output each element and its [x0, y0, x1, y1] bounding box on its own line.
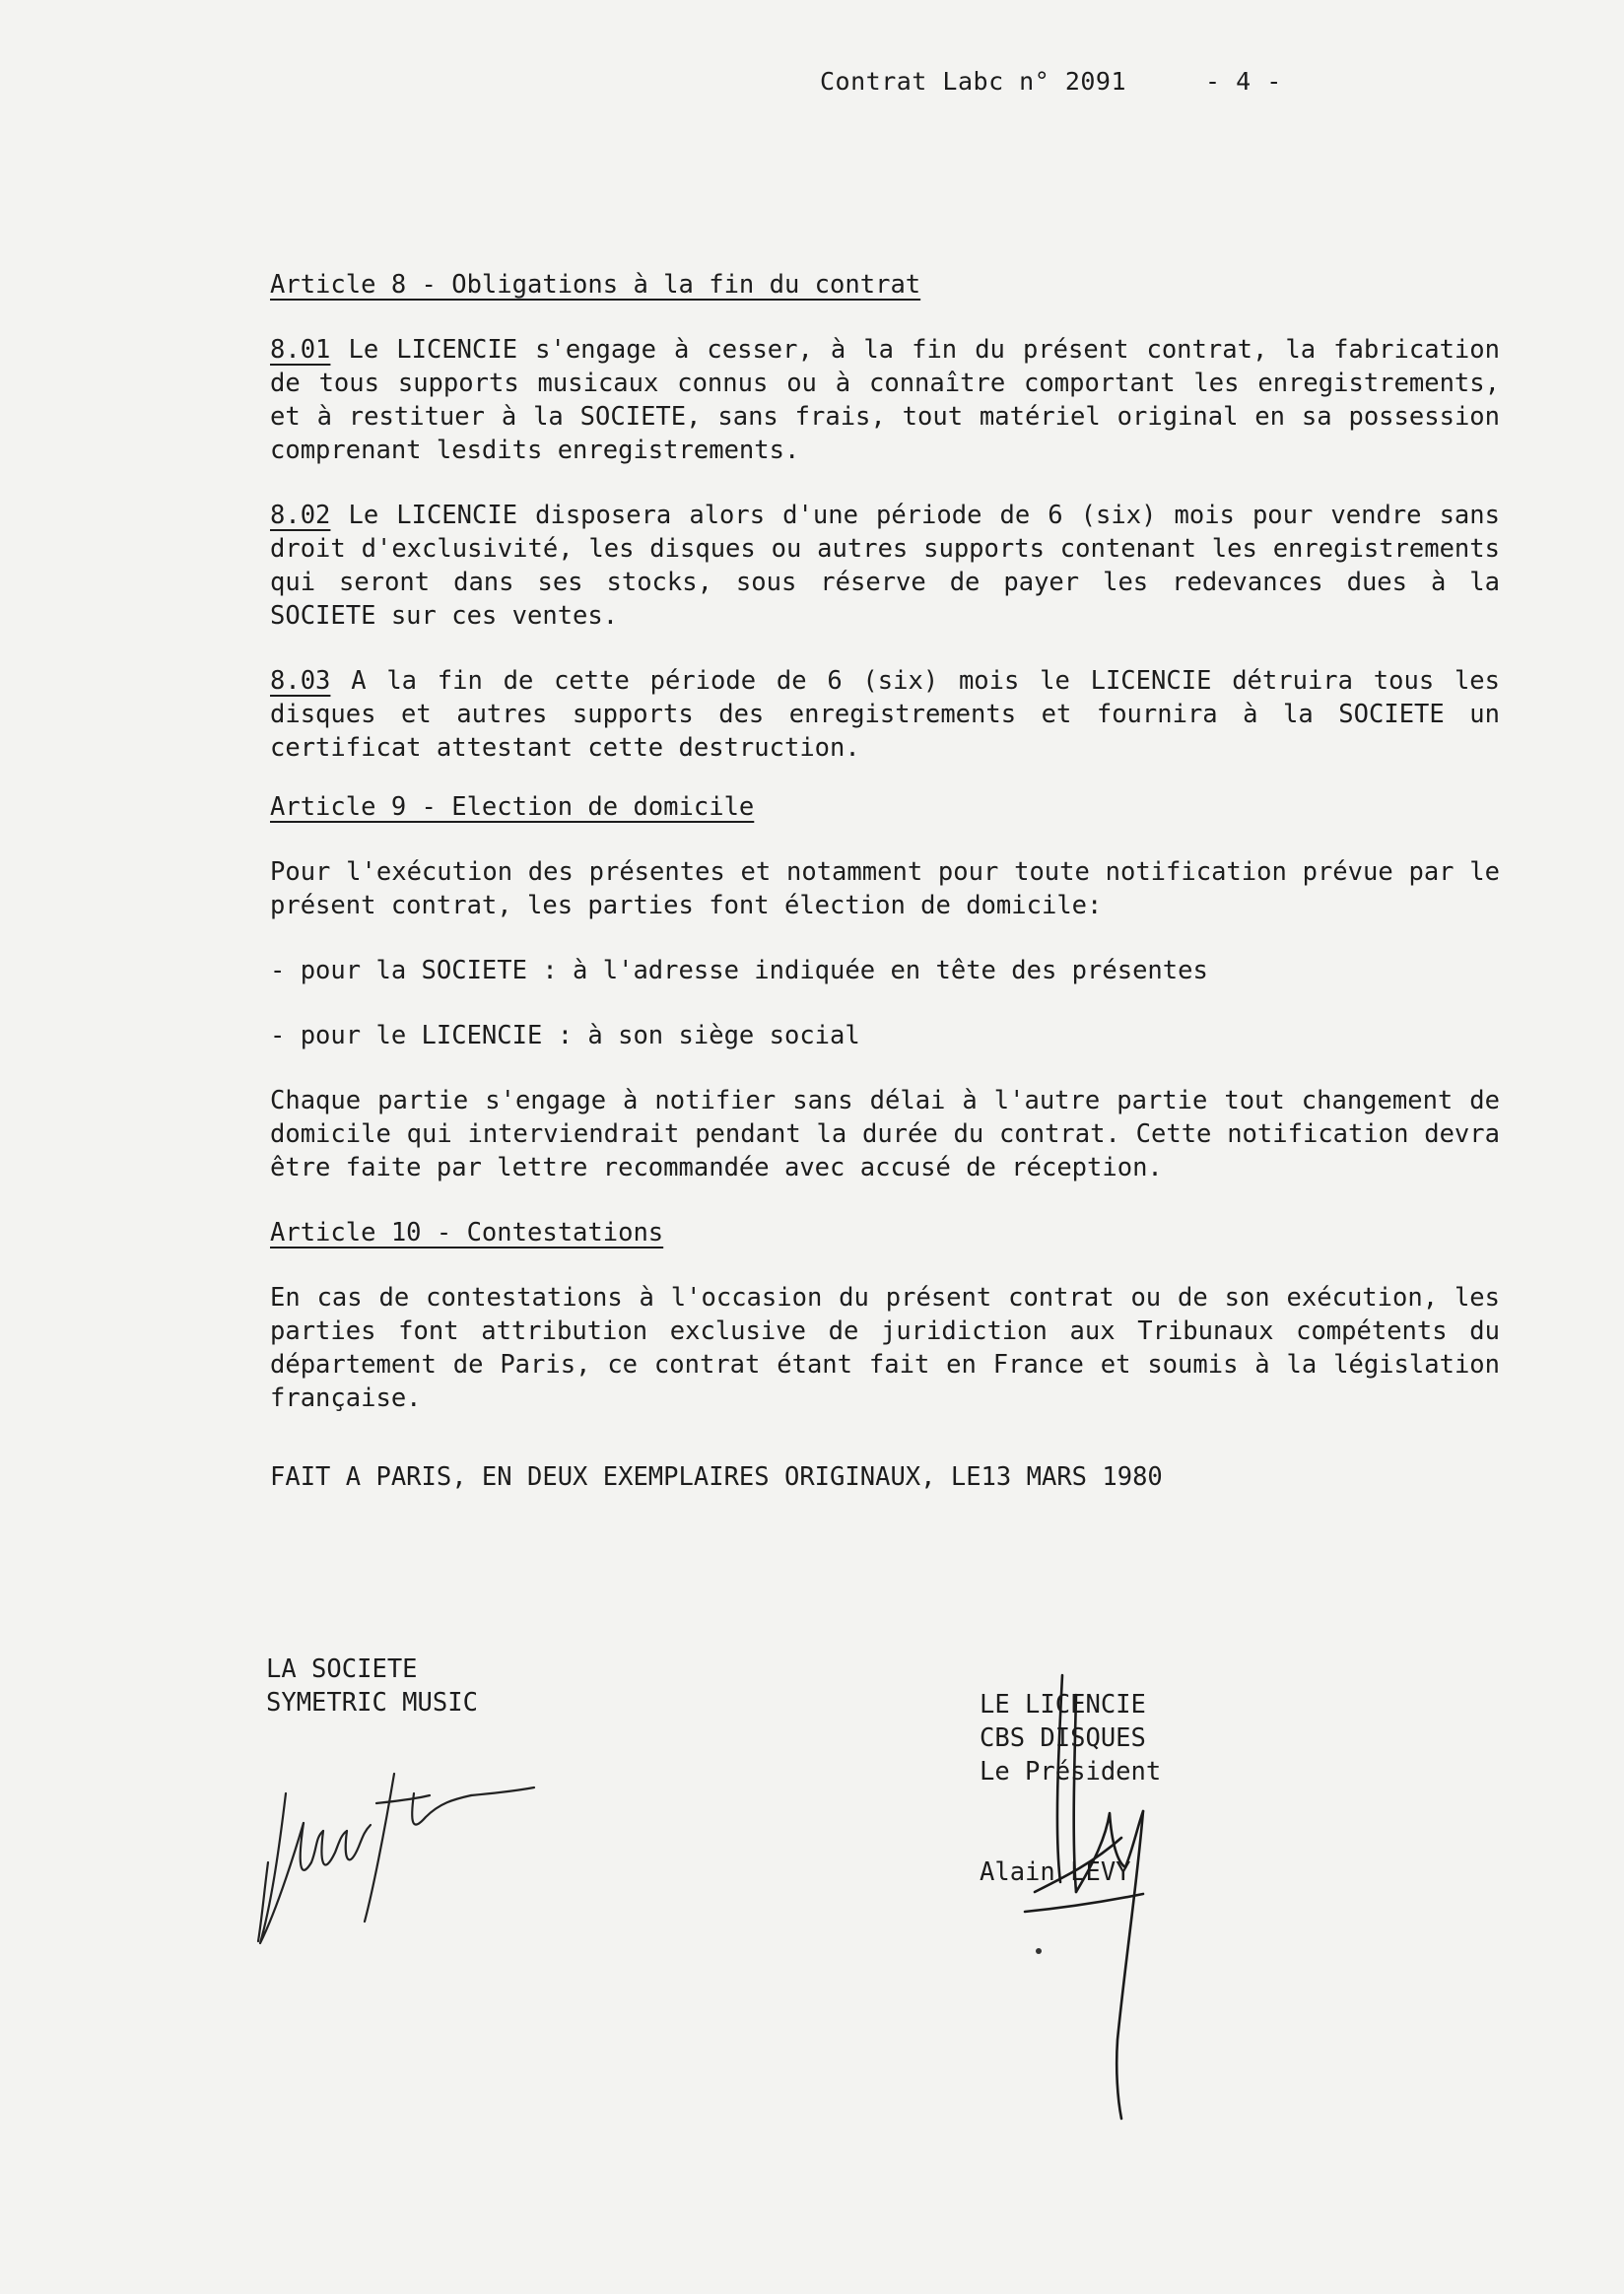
domicile-licencie: - pour le LICENCIE : à son siège social	[270, 1021, 860, 1050]
clause-text: Le LICENCIE s'engage à cesser, à la fin du présent contrat, la fabrication de tous supports musicaux connus ou à connaître comportant les enregistrements, et à restituer à la SOCIETE, sans frais, tout matériel original en sa possession comprenant lesdits enregistrements.	[270, 335, 1500, 465]
clause-text: Le LICENCIE disposera alors d'une période de 6 (six) mois pour vendre sans droit d'exclusivité, les disques ou autres supports contenant les enregistrements qui seront dans ses stocks, sous réserve de payer les redevances dues à la SOCIETE sur ces ventes.	[270, 501, 1500, 631]
signature-block-societe	[266, 1653, 478, 1720]
domicile-societe: - pour la SOCIETE : à l'adresse indiquée en tête des présentes	[270, 956, 1208, 985]
document-body	[270, 268, 1500, 1494]
article-10-paragraph: En cas de contestations à l'occasion du présent contrat ou de son exécution, les parties font attribution exclusive de juridiction aux Tribunaux compétents du département de Paris, ce contrat étant fait en France et soumis à la législation française.	[270, 1283, 1500, 1413]
article-10-heading: Article 10 - Contestations	[270, 1218, 664, 1248]
licencie-company: CBS DISQUES	[980, 1723, 1146, 1753]
societe-label: LA SOCIETE	[266, 1654, 418, 1684]
societe-name: SYMETRIC MUSIC	[266, 1688, 478, 1718]
page-header	[820, 67, 1282, 96]
closing-statement: FAIT A PARIS, EN DEUX EXEMPLAIRES ORIGINAUX, LE13 MARS 1980	[270, 1462, 1163, 1492]
article-8-heading: Article 8 - Obligations à la fin du contrat	[270, 270, 921, 300]
clause-number: 8.02	[270, 501, 331, 530]
contract-reference: Contrat Labc n° 2091	[820, 67, 1127, 96]
clause-number: 8.01	[270, 335, 331, 365]
article-9-paragraph-2: Chaque partie s'engage à notifier sans délai à l'autre partie tout changement de domicile qui interviendrait pendant la durée du contrat. Cette notification devra être faite par lettre recommandée avec accusé de réception.	[270, 1086, 1500, 1182]
handwritten-signature-societe	[246, 1715, 562, 1951]
clause-8-03	[270, 664, 1500, 765]
article-9-paragraph-1: Pour l'exécution des présentes et notamment pour toute notification prévue par le présent contrat, les parties font élection de domicile:	[270, 857, 1500, 920]
licencie-label: LE LICENCIE	[980, 1690, 1146, 1720]
clause-8-02	[270, 499, 1500, 633]
page-number: - 4 -	[1205, 67, 1282, 96]
licencie-title: Le Président	[980, 1757, 1162, 1787]
clause-8-01	[270, 333, 1500, 467]
ink-dot	[1036, 1948, 1042, 1954]
clause-number: 8.03	[270, 666, 331, 696]
handwritten-signature-licencie	[1015, 1665, 1192, 2138]
clause-text: A la fin de cette période de 6 (six) mois le LICENCIE détruira tous les disques et autres supports des enregistrements et fournira à la SOCIETE un certificat attestant cette destruction.	[270, 666, 1501, 763]
article-9-heading: Article 9 - Election de domicile	[270, 792, 755, 822]
licencie-signatory-name: Alain LEVY	[980, 1857, 1131, 1887]
